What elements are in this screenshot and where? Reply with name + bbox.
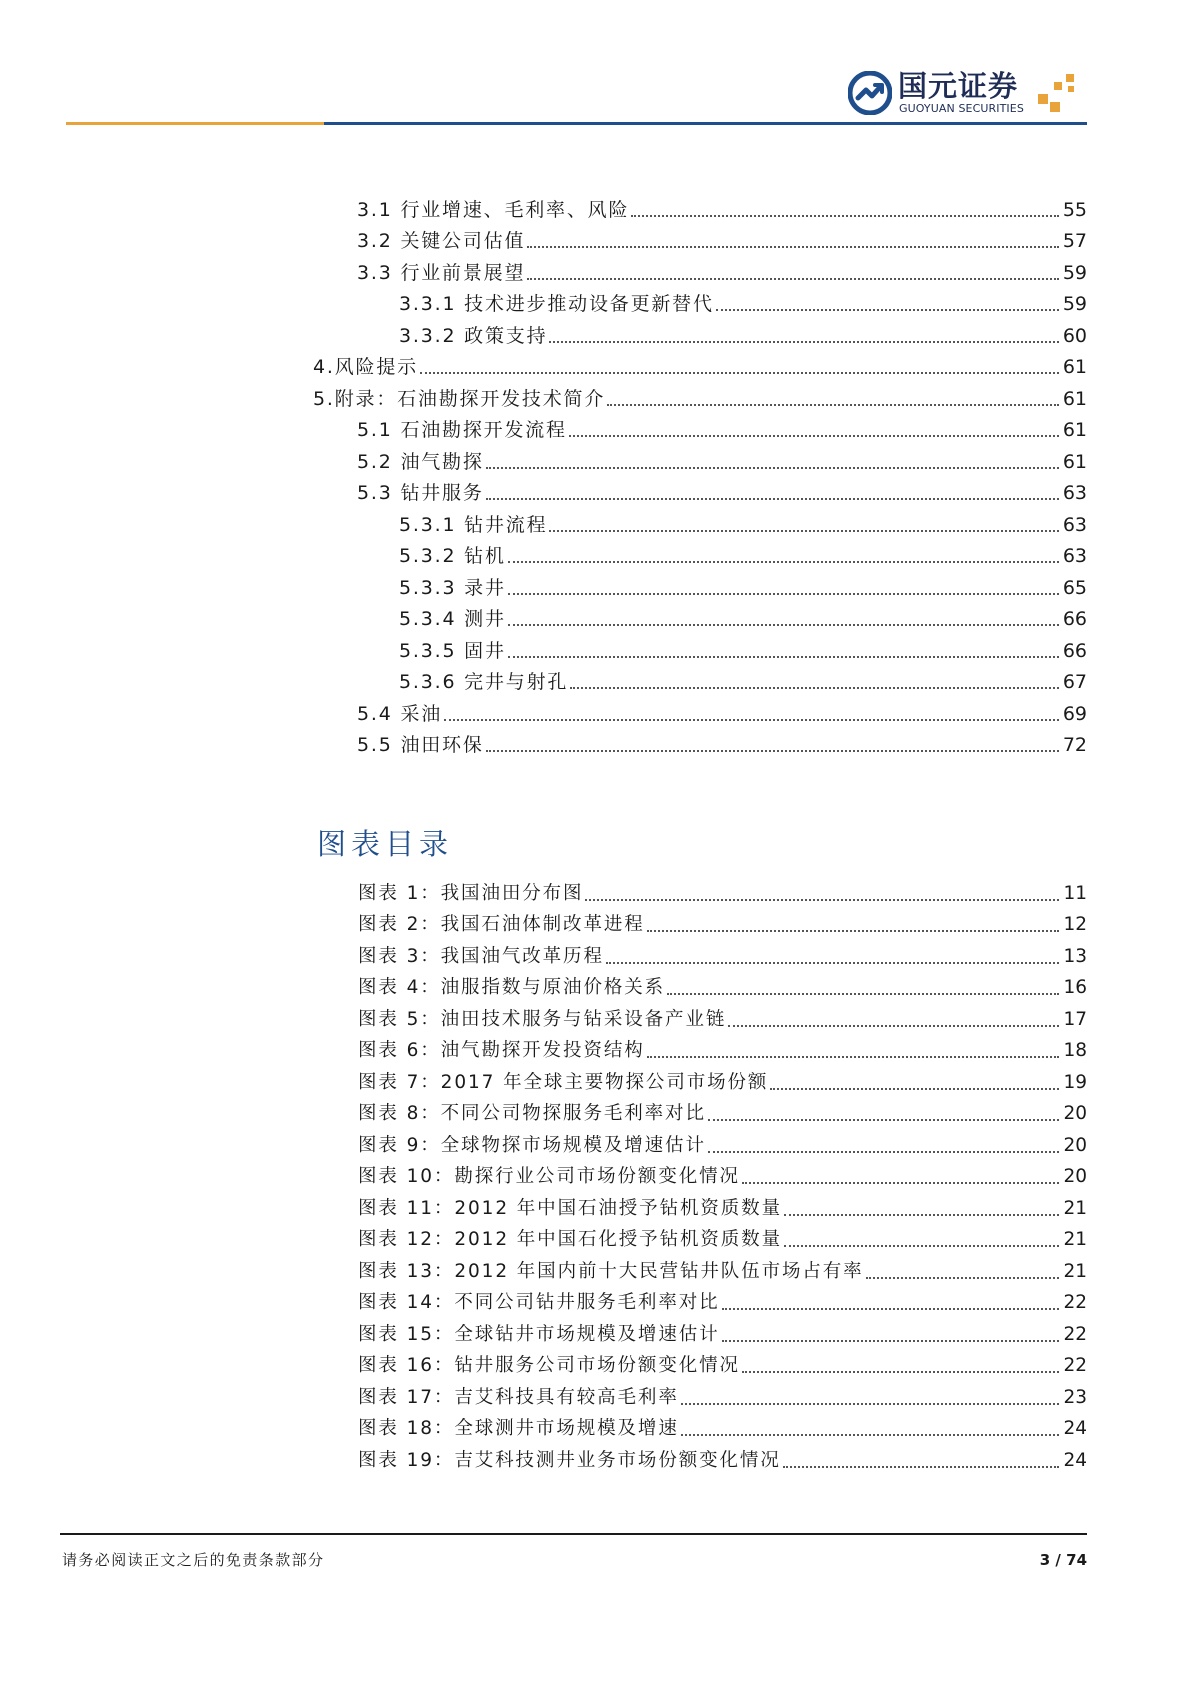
toc-entry-label: 3.3 行业前景展望	[357, 262, 526, 284]
toc-entry-label: 5.3.3 录井	[399, 577, 506, 599]
figure-entry[interactable]	[358, 943, 1087, 969]
toc-entry-label: 5.4 采油	[357, 703, 443, 725]
figure-leader-dots	[722, 1308, 1060, 1310]
figure-leader-dots	[784, 1245, 1059, 1247]
toc-entry-page: 60	[1062, 325, 1087, 347]
figure-entry-page: 13	[1063, 946, 1087, 967]
toc-entry-page: 66	[1062, 608, 1087, 630]
toc-leader-dots	[420, 372, 1059, 374]
toc-leader-dots	[486, 498, 1059, 500]
figure-leader-dots	[784, 1214, 1059, 1216]
toc-entry-page: 72	[1062, 734, 1087, 756]
figure-leader-dots	[742, 1182, 1060, 1184]
figure-entry-label: 图表 8：不同公司物探服务毛利率对比	[358, 1103, 706, 1124]
logo-text-en: GUOYUAN SECURITIES	[899, 102, 1024, 115]
toc-entry[interactable]	[357, 731, 1087, 757]
toc-entry-page: 65	[1062, 577, 1087, 599]
toc-entry-label: 3.2 关键公司估值	[357, 230, 526, 252]
toc-entry-label: 3.3.2 政策支持	[399, 325, 548, 347]
figure-entry-label: 图表 10：勘探行业公司市场份额变化情况	[358, 1166, 740, 1187]
figure-entry[interactable]	[358, 1163, 1087, 1189]
toc-entry[interactable]	[399, 637, 1087, 663]
toc-leader-dots	[527, 278, 1059, 280]
figure-entry-page: 21	[1063, 1229, 1087, 1250]
toc-entry-label: 5.1 石油勘探开发流程	[357, 419, 567, 441]
toc-entry-label: 4.风险提示	[313, 356, 418, 378]
toc-entry-label: 3.1 行业增速、毛利率、风险	[357, 199, 630, 221]
figure-entry[interactable]	[358, 880, 1087, 906]
toc-entry[interactable]	[357, 259, 1087, 285]
logo-mark-icon	[848, 71, 892, 115]
figure-entry-label: 图表 3：我国油气改革历程	[358, 946, 604, 967]
toc-entry-label: 5.3 钻井服务	[357, 482, 484, 504]
toc-entry-label: 5.3.2 钻机	[399, 545, 506, 567]
figure-entry-page: 24	[1063, 1450, 1087, 1471]
toc-entry-page: 61	[1062, 419, 1087, 441]
toc-entry-page: 59	[1062, 293, 1087, 315]
figure-entry[interactable]	[358, 1321, 1087, 1347]
figure-entry[interactable]	[358, 1037, 1087, 1063]
toc-leader-dots	[486, 750, 1059, 752]
figure-entry-label: 图表 16：钻井服务公司市场份额变化情况	[358, 1355, 740, 1376]
toc-leader-dots	[570, 687, 1059, 689]
toc-entry-label: 5.2 油气勘探	[357, 451, 484, 473]
toc-entry-page: 55	[1062, 199, 1087, 221]
toc-entry[interactable]	[399, 322, 1087, 348]
figure-entry[interactable]	[358, 1415, 1087, 1441]
figure-entry-page: 16	[1063, 977, 1087, 998]
figure-leader-dots	[681, 1434, 1060, 1436]
figure-leader-dots	[647, 930, 1060, 932]
toc-entry-page: 61	[1062, 356, 1087, 378]
figure-leader-dots	[606, 962, 1060, 964]
toc-leader-dots	[631, 215, 1059, 217]
figure-entry-label: 图表 1：我国油田分布图	[358, 883, 584, 904]
figure-entry[interactable]	[358, 1006, 1087, 1032]
toc-entry-label: 5.3.1 钻井流程	[399, 514, 548, 536]
figure-entry-page: 20	[1063, 1103, 1087, 1124]
toc-entry-label: 5.5 油田环保	[357, 734, 484, 756]
figure-leader-dots	[585, 899, 1059, 901]
figure-entry-page: 11	[1063, 883, 1087, 904]
toc-leader-dots	[569, 435, 1059, 437]
header-rule-blue	[324, 122, 1087, 125]
toc-entry-page: 61	[1062, 451, 1087, 473]
figure-leader-dots	[728, 1025, 1059, 1027]
toc-entry[interactable]	[357, 196, 1087, 222]
figure-entry-label: 图表 7：2017 年全球主要物探公司市场份额	[358, 1072, 769, 1093]
company-logo	[848, 70, 1078, 118]
figure-entry[interactable]	[358, 1069, 1087, 1095]
toc-entry[interactable]	[313, 385, 1087, 411]
figure-entry-label: 图表 2：我国石油体制改革进程	[358, 914, 645, 935]
figure-entry-label: 图表 13：2012 年国内前十大民营钻井队伍市场占有率	[358, 1261, 864, 1282]
figure-entry-page: 23	[1063, 1387, 1087, 1408]
toc-entry-page: 63	[1062, 514, 1087, 536]
figure-entry-page: 24	[1063, 1418, 1087, 1439]
figure-leader-dots	[783, 1466, 1060, 1468]
figure-entry-label: 图表 18：全球测井市场规模及增速	[358, 1418, 679, 1439]
toc-leader-dots	[607, 404, 1059, 406]
figure-entry-page: 22	[1063, 1355, 1087, 1376]
toc-entry[interactable]	[399, 290, 1087, 316]
toc-entry[interactable]	[357, 700, 1087, 726]
figure-leader-dots	[647, 1056, 1060, 1058]
figure-entry-label: 图表 15：全球钻井市场规模及增速估计	[358, 1324, 720, 1345]
figure-entry[interactable]	[358, 1352, 1087, 1378]
toc-entry[interactable]	[399, 542, 1087, 568]
figure-leader-dots	[667, 993, 1059, 995]
figure-entry-label: 图表 5：油田技术服务与钻采设备产业链	[358, 1009, 727, 1030]
figure-leader-dots	[866, 1277, 1060, 1279]
figure-leader-dots	[708, 1119, 1060, 1121]
toc-leader-dots	[527, 246, 1059, 248]
page-indicator: 3 / 74	[1039, 1551, 1087, 1569]
figure-entry[interactable]	[358, 1132, 1087, 1158]
toc-entry-page: 63	[1062, 545, 1087, 567]
toc-entry[interactable]	[399, 668, 1087, 694]
toc-entry-label: 3.3.1 技术进步推动设备更新替代	[399, 293, 714, 315]
figure-leader-dots	[708, 1151, 1060, 1153]
toc-leader-dots	[508, 561, 1059, 563]
figure-entry-page: 19	[1063, 1072, 1087, 1093]
figure-entry-label: 图表 12：2012 年中国石化授予钻机资质数量	[358, 1229, 782, 1250]
figure-entry-label: 图表 19：吉艾科技测井业务市场份额变化情况	[358, 1450, 781, 1471]
toc-entry[interactable]	[357, 416, 1087, 442]
figure-entry[interactable]	[358, 974, 1087, 1000]
toc-leader-dots	[486, 467, 1059, 469]
figure-entry-page: 18	[1063, 1040, 1087, 1061]
toc-leader-dots	[508, 624, 1059, 626]
toc-entry-label: 5.3.4 测井	[399, 608, 506, 630]
figure-entry[interactable]	[358, 1100, 1087, 1126]
toc-entry-page: 59	[1062, 262, 1087, 284]
figure-entry-page: 17	[1063, 1009, 1087, 1030]
figure-leader-dots	[770, 1088, 1059, 1090]
figure-entry-label: 图表 14：不同公司钻井服务毛利率对比	[358, 1292, 720, 1313]
figure-entry-label: 图表 9：全球物探市场规模及增速估计	[358, 1135, 706, 1156]
toc-entry-label: 5.3.5 固井	[399, 640, 506, 662]
toc-entry-page: 67	[1062, 671, 1087, 693]
toc-entry[interactable]	[399, 605, 1087, 631]
toc-entry[interactable]	[357, 479, 1087, 505]
toc-entry-label: 5.3.6 完井与射孔	[399, 671, 569, 693]
figure-entry-page: 22	[1063, 1324, 1087, 1345]
figure-leader-dots	[742, 1371, 1060, 1373]
figure-entry-page: 21	[1063, 1261, 1087, 1282]
figure-entry[interactable]	[358, 1447, 1087, 1473]
figure-entry[interactable]	[358, 911, 1087, 937]
figure-entry-page: 12	[1063, 914, 1087, 935]
toc-entry[interactable]	[399, 511, 1087, 537]
toc-leader-dots	[716, 309, 1059, 311]
toc-entry-page: 69	[1062, 703, 1087, 725]
toc-entry-label: 5.附录：石油勘探开发技术简介	[313, 388, 606, 410]
figure-entry-page: 22	[1063, 1292, 1087, 1313]
toc-entry-page: 63	[1062, 482, 1087, 504]
figure-entry-label: 图表 11：2012 年中国石油授予钻机资质数量	[358, 1198, 782, 1219]
figure-entry-label: 图表 17：吉艾科技具有较高毛利率	[358, 1387, 679, 1408]
figure-entry[interactable]	[358, 1258, 1087, 1284]
figure-entry-label: 图表 6：油气勘探开发投资结构	[358, 1040, 645, 1061]
toc-entry-page: 61	[1062, 388, 1087, 410]
header-rule-gold	[66, 122, 324, 125]
figure-leader-dots	[681, 1403, 1060, 1405]
footer-disclaimer: 请务必阅读正文之后的免责条款部分	[62, 1551, 325, 1569]
figure-entry-page: 21	[1063, 1198, 1087, 1219]
figure-leader-dots	[722, 1340, 1060, 1342]
toc-entry[interactable]	[399, 574, 1087, 600]
toc-leader-dots	[444, 719, 1059, 721]
toc-leader-dots	[549, 530, 1058, 532]
toc-entry-page: 66	[1062, 640, 1087, 662]
toc-entry-page: 57	[1062, 230, 1087, 252]
toc-entry[interactable]	[313, 353, 1087, 379]
figure-list-title: 图表目录	[317, 827, 454, 861]
figure-entry[interactable]	[358, 1384, 1087, 1410]
figure-entry-page: 20	[1063, 1166, 1087, 1187]
toc-leader-dots	[549, 341, 1058, 343]
logo-squares-icon	[1038, 72, 1082, 116]
logo-text-cn: 国元证券	[898, 69, 1019, 103]
figure-entry[interactable]	[358, 1226, 1087, 1252]
figure-entry[interactable]	[358, 1289, 1087, 1315]
figure-entry-page: 20	[1063, 1135, 1087, 1156]
toc-leader-dots	[508, 593, 1059, 595]
figure-entry-label: 图表 4：油服指数与原油价格关系	[358, 977, 666, 998]
footer-rule	[60, 1533, 1087, 1535]
toc-entry[interactable]	[357, 448, 1087, 474]
toc-leader-dots	[508, 656, 1059, 658]
figure-entry[interactable]	[358, 1195, 1087, 1221]
toc-entry[interactable]	[357, 227, 1087, 253]
